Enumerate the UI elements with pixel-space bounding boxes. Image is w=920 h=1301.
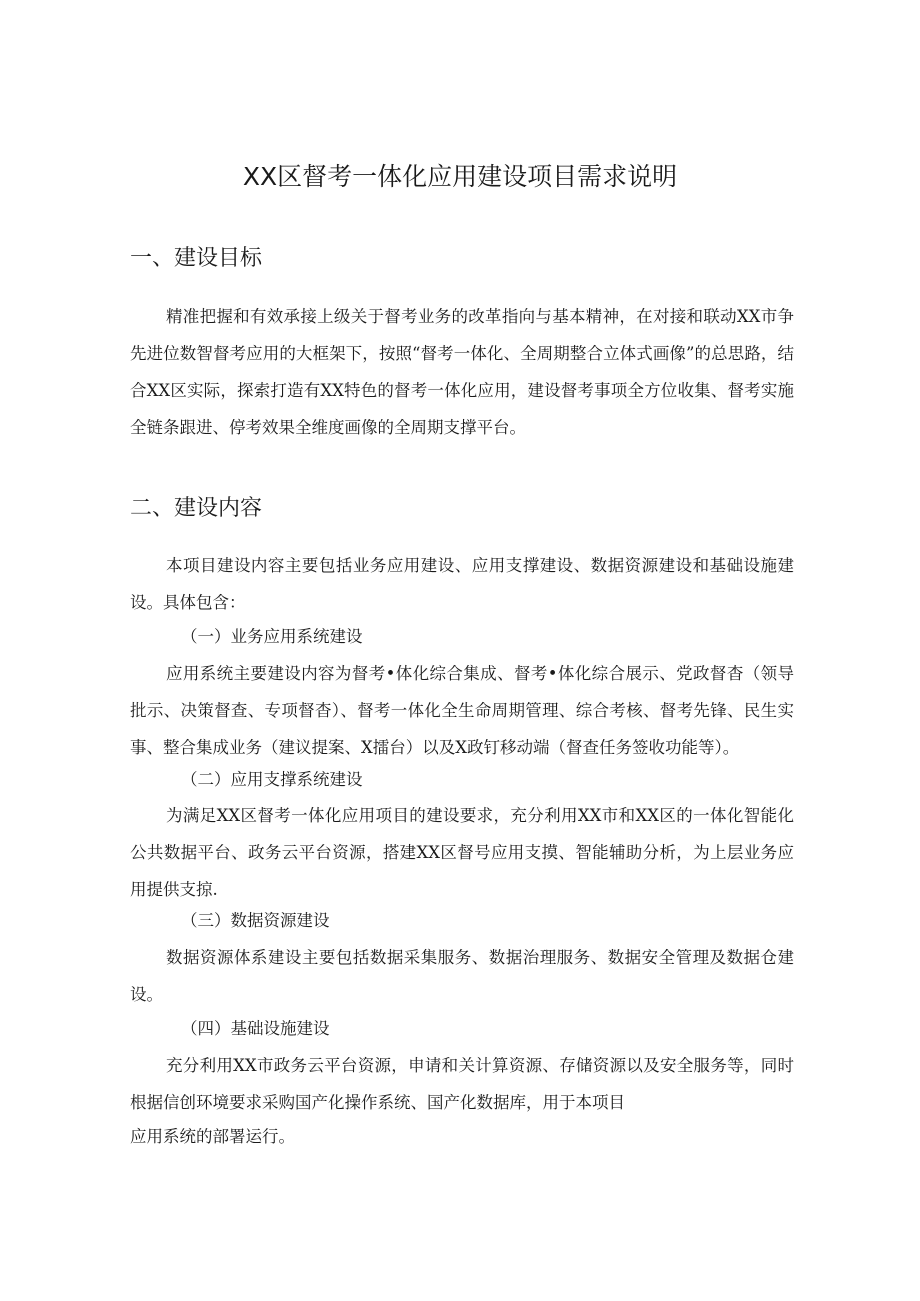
section-content-intro: 本项目建设内容主要包括业务应用建设、应用支撑建设、数据资源建设和基础设施建设。具体包含：	[130, 556, 794, 612]
subsection-business-apps-paragraph: 应用系统主要建设内容为督考•体化综合集成、督考•体化综合展示、党政督杳（领导批示、决策督查、专项督杳）、督考一体化全生命周期管理、综合考核、督考先锋、民生实事、整合集成业务（建议提案、X擂台）以及X政钉移动端（督查任务签收功能等）。	[130, 664, 794, 757]
subsection-heading-infrastructure: （四）基础设施建设	[181, 1019, 330, 1038]
subsection-data-resources-paragraph: 数据资源体系建设主要包括数据采集服务、数据治理服务、数据安全管理及数据仓建设。	[130, 948, 794, 1004]
section-heading-content: 二、建设内容	[130, 496, 263, 521]
section-goals-paragraph: 精准把握和有效承接上级关于督考业务的改革指向与基本精神，在对接和联动XX市争先进位数智督考应用的大框架下，按照“督考一体化、全周期整合立体式画像”的总思路，结合XX区实际，探索打造有XX特色的督考一体化应用，建设督考事项全方位收集、督考实施全链条跟进、停考效果全维度画像的全周期支撑平台。	[130, 307, 794, 437]
subsection-infrastructure-paragraph: 充分利用XX市政务云平台资源，申请和关计算资源、存储资源以及安全服务等，同时根据信创环境要求采购国产化操作系统、国产化数据库，用于本项目	[130, 1056, 794, 1112]
subsection-heading-business-apps: （一）业务应用系统建设	[181, 627, 363, 646]
subsection-heading-support-systems: （二）应用支撑系统建设	[181, 770, 363, 789]
subsection-infrastructure-tail-line: 应用系统的部署运行。	[130, 1127, 295, 1146]
subsection-heading-data-resources: （三）数据资源建设	[181, 911, 330, 930]
subsection-support-systems-paragraph: 为满足XX区督考一体化应用项目的建设要求，充分利用XX市和XX区的一体化智能化公共数据平台、政务云平台资源，搭建XX区督号应用支摸、智能辅助分析，为上层业务应用提供支掠.	[130, 806, 794, 899]
document-title: XX区督考一体化应用建设项目需求说明	[242, 162, 678, 191]
section-heading-goals: 一、建设目标	[130, 246, 263, 271]
